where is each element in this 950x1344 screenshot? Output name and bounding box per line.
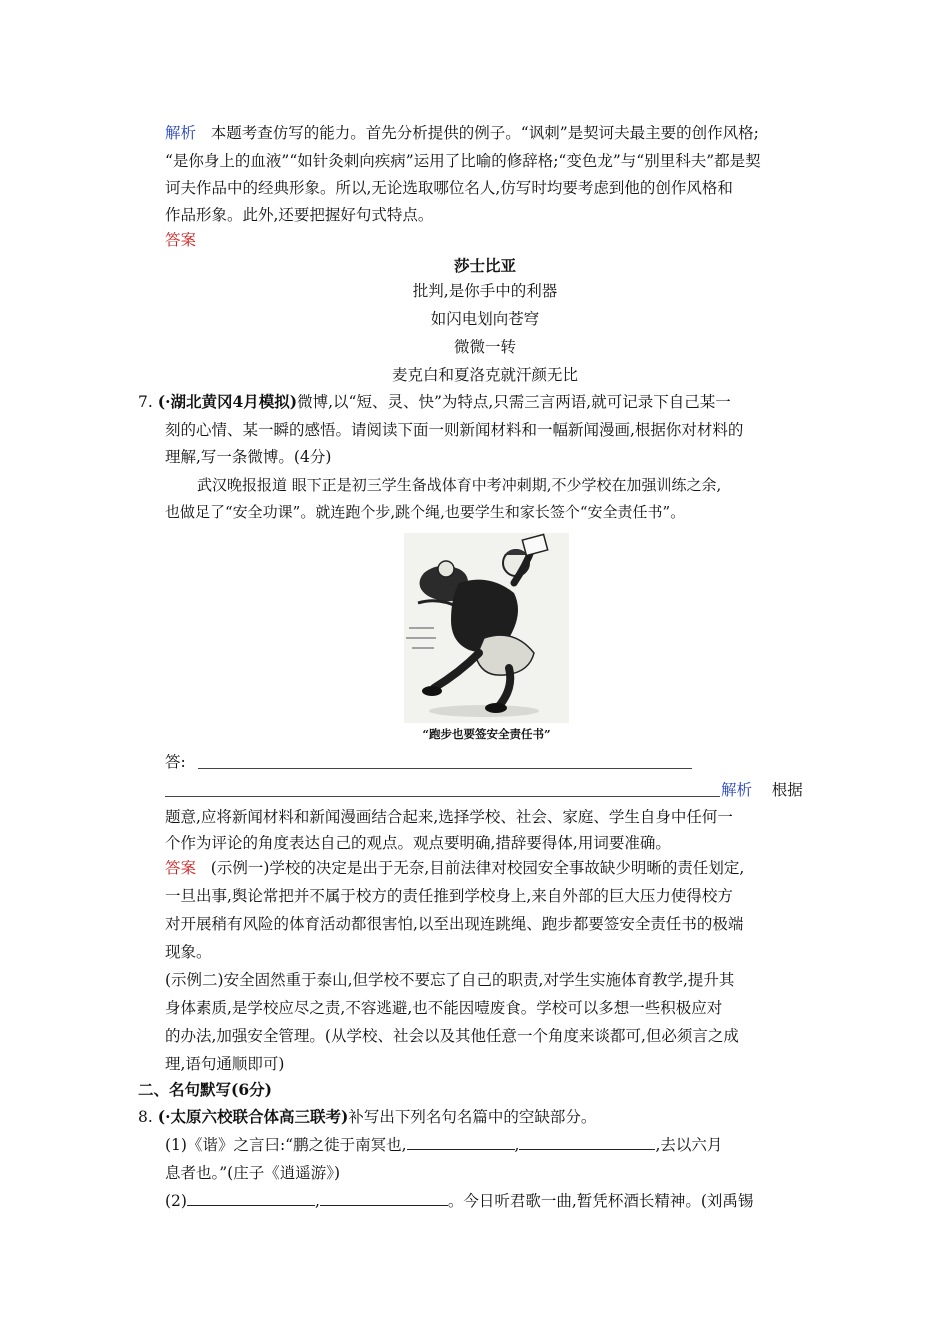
q8-item2-blank-1[interactable]	[187, 1191, 315, 1206]
q7-number: 7.	[138, 393, 153, 411]
answer-blank-line-1[interactable]	[198, 768, 692, 769]
q8-item1-text-b: ,去以六月	[655, 1136, 723, 1154]
q7-line-1	[138, 392, 731, 412]
q7-answer-line-1	[165, 858, 744, 878]
q7-text: 微博,以“短、灵、快”为特点,只需三言两语,就可记录下自己某一	[297, 393, 731, 411]
answer-blank-line-2[interactable]	[165, 796, 720, 797]
poem-line-4: 麦克白和夏洛克就汗颜无比	[391, 366, 578, 384]
q8-item2-line	[165, 1191, 753, 1211]
analysis-line-3: 诃夫作品中的经典形象。所以,无论选取哪位名人,仿写时均要考虑到他的创作风格和	[165, 179, 733, 197]
q8-intro: 补写出下列名句名篇中的空缺部分。	[348, 1108, 597, 1126]
news-line-2: 也做足了“安全功课”。就连跑个步,跳个绳,也要学生和家长签个“安全责任书”。	[165, 503, 686, 521]
answer-prompt: 答:	[165, 753, 186, 771]
analysis-label: 解析	[165, 124, 197, 142]
q8-item1-blank-1[interactable]	[407, 1135, 515, 1150]
q7-analysis-first: 根据	[771, 781, 803, 799]
analysis-line-1	[165, 123, 759, 143]
news-line-1: 武汉晚报报道 眼下正是初三学生备战体育中考冲刺期,不少学校在加强训练之余,	[197, 476, 722, 494]
q7-answer-line-7: 的办法,加强安全管理。(从学校、社会以及其他任意一个角度来谈都可,但必须言之成	[165, 1027, 739, 1045]
q8-item2-text-b: 。今日听君歌一曲,暂凭杯酒长精神。(刘禹锡	[447, 1192, 754, 1210]
q7-line-2: 刻的心情、某一瞬的感悟。请阅读下面一则新闻材料和一幅新闻漫画,根据你对材料的	[165, 421, 744, 439]
q7-answer-text: (示例一)学校的决定是出于无奈,目前法律对校园安全事故缺少明晰的责任划定,	[210, 859, 745, 877]
answer-label: 答案	[165, 231, 197, 249]
poem-line-2: 如闪电划向苍穹	[430, 310, 540, 328]
cartoon-caption: “跑步也要签安全责任书”	[422, 727, 551, 741]
analysis-line-4: 作品形象。此外,还要把握好句式特点。	[165, 206, 434, 224]
q7-analysis-line-1: 题意,应将新闻材料和新闻漫画结合起来,选择学校、社会、家庭、学生自身中任何一	[165, 808, 733, 826]
q7-line-3: 理解,写一条微博。(4分)	[165, 448, 332, 466]
q7-answer-line-3: 对开展稍有风险的体育活动都很害怕,以至出现连跳绳、跑步都要签安全责任书的极端	[165, 915, 744, 933]
q7-analysis-line-2: 个作为评论的角度表达自己的观点。观点要明确,措辞要得体,用词要准确。	[165, 834, 671, 852]
poem-line-1: 批判,是你手中的利器	[412, 282, 558, 300]
poem-line-3: 微微一转	[453, 338, 516, 356]
q7-analysis-head	[721, 780, 803, 800]
q8-item1-blank-2[interactable]	[519, 1135, 655, 1150]
q8-item2-blank-2[interactable]	[320, 1191, 448, 1206]
q8-item2-sep: ,	[314, 1192, 320, 1210]
analysis-line-2: “是你身上的血液”“如针灸刺向疾病”运用了比喻的修辞格;“变色龙”与“别里科夫”都是契	[165, 152, 761, 170]
running-figure-illustration	[404, 533, 569, 723]
section-2-title: 二、名句默写(6分)	[138, 1080, 272, 1099]
q7-analysis-label: 解析	[721, 781, 753, 799]
q7-source: (·湖北黄冈4月模拟)	[157, 392, 298, 411]
q7-answer-line-5: (示例二)安全固然重于泰山,但学校不要忘了自己的职责,对学生实施体育教学,提升其	[165, 971, 735, 989]
q7-answer-line-4: 现象。	[165, 943, 212, 961]
q8-item1-text-a: (1)《谐》之言曰:“鹏之徙于南冥也,	[165, 1136, 407, 1154]
q8-source: (·太原六校联合体高三联考)	[157, 1107, 349, 1126]
q8-number: 8.	[138, 1108, 153, 1126]
q8-line-1	[138, 1107, 596, 1127]
q7-answer-line-2: 一旦出事,舆论常把并不属于校方的责任推到学校身上,来自外部的巨大压力使得校方	[165, 887, 733, 905]
q8-item1-line-1	[165, 1135, 722, 1155]
q8-item1-sep: ,	[514, 1136, 520, 1154]
poem-title: 莎士比亚	[453, 256, 516, 275]
q7-answer-label: 答案	[165, 859, 197, 877]
q8-item2-text-a: (2)	[165, 1192, 187, 1210]
news-cartoon-image	[404, 533, 569, 723]
q8-item1-line-2: 息者也。”(庄子《逍遥游》)	[165, 1164, 341, 1182]
q7-answer-line-8: 理,语句通顺即可)	[165, 1055, 285, 1073]
analysis-text: 本题考查仿写的能力。首先分析提供的例子。“讽刺”是契诃夫最主要的创作风格;	[210, 124, 759, 142]
q7-answer-line-6: 身体素质,是学校应尽之责,不容逃避,也不能因噎废食。学校可以多想一些积极应对	[165, 999, 723, 1017]
